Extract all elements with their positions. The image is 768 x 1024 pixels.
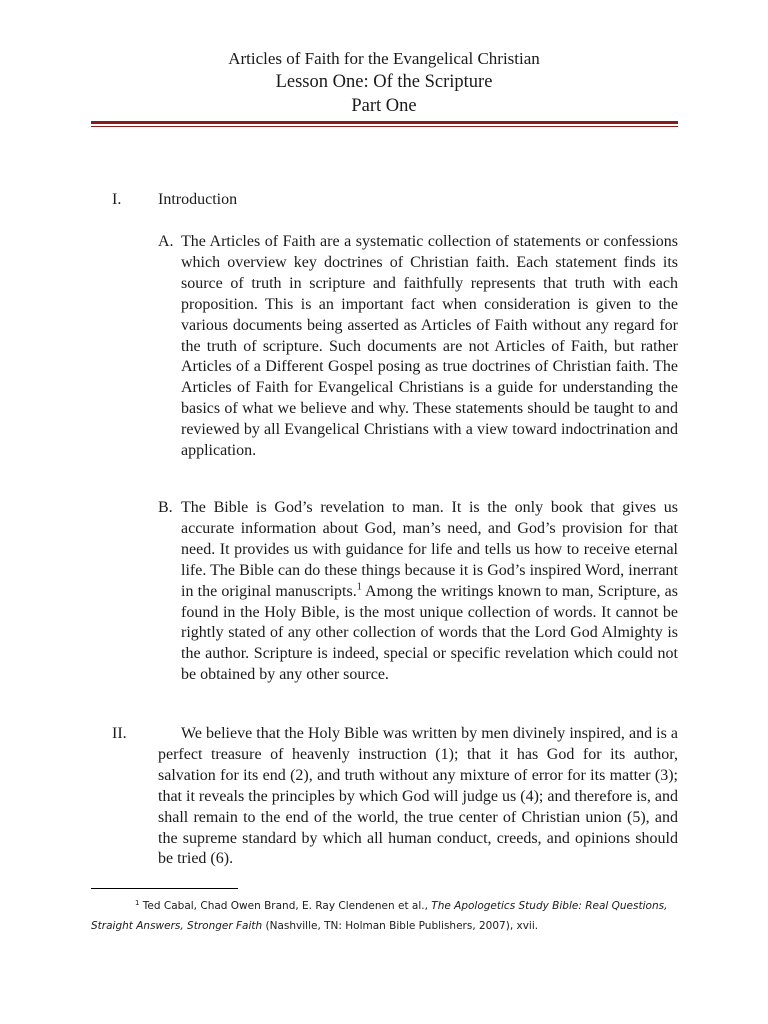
paragraph-letter: A.: [158, 233, 174, 250]
paragraph-text-part: The Bible is God’s revelation to man. It is the only book that gives us accurate information about God, man’s need, and God’s provision for that need. It provides us with guidance for life and tells us how to receive eternal life. The Bible can do these things because it is God’s inspired Word, inerrant in the original manuscripts.: [181, 499, 678, 600]
footnote-publication: (Nashville, TN: Holman Bible Publishers, 2007), xvii.: [262, 920, 539, 932]
footnote-mark: 1: [135, 898, 140, 907]
footnote-separator: [91, 888, 238, 889]
footnote-authors: Ted Cabal, Chad Owen Brand, E. Ray Clendenen et al.,: [139, 900, 432, 912]
paragraph-text-part: Among the writings known to man, Scripture, as found in the Holy Bible, is the most unique collection of words. It cannot be rightly stated of any other collection of words that the Lord God Almighty is the author. Scripture is indeed, special or specific revelation which could not be obtained by any other source.: [181, 582, 678, 684]
footnote-book-title: The Apologetics Study Bible: Real Questions, Straight Answers, Stronger Faith: [91, 900, 668, 932]
section-number: I.: [112, 191, 122, 208]
section-number: II.: [112, 725, 127, 742]
lesson-title: Lesson One: Of the Scripture: [275, 72, 493, 92]
header-rule-thick: [91, 121, 678, 124]
article-statement: We believe that the Holy Bible was written by men divinely inspired, and is a perfect treasure of heavenly instruction (1); that it has God for its author, salvation for its end (2), and truth without any mixture of error for its matter (3); that it reveals the principles by which God will judge us (4); and therefore is, and shall remain to the end of the world, the true center of Christian union (5), and the supreme standard by which all human conduct, creeds, and opinions should be tried (6).: [158, 725, 678, 868]
header-rule-thin: [91, 126, 678, 127]
paragraph-text: The Articles of Faith are a systematic collection of statements or confessions which overview key doctrines of Christian faith. Each statement finds its source of truth in scripture and faithfully represents that truth with each proposition. This is an important fact when consideration is given to the various documents being asserted as Articles of Faith without any regard for the truth of scripture. Such documents are not Articles of Faith, but rather Articles of a Different Gospel posing as true doctrines of Christian faith. The Articles of Faith for Evangelical Christians is a guide for understanding the basics of what we believe and why. These statements should be taught to and reviewed by all Evangelical Christians with a view toward indoctrination and application.: [181, 233, 678, 460]
paragraph-text: [181, 498, 678, 686]
series-title: Articles of Faith for the Evangelical Christian: [228, 49, 540, 68]
paragraph-a: [158, 232, 678, 462]
section-title: Introduction: [158, 191, 238, 208]
paragraph-letter: B.: [158, 499, 173, 516]
paragraph-b: [158, 498, 678, 686]
part-title: Part One: [351, 96, 417, 116]
footnote-reference[interactable]: 1: [356, 581, 362, 593]
footnote: [91, 896, 681, 936]
document-header: [0, 48, 768, 118]
